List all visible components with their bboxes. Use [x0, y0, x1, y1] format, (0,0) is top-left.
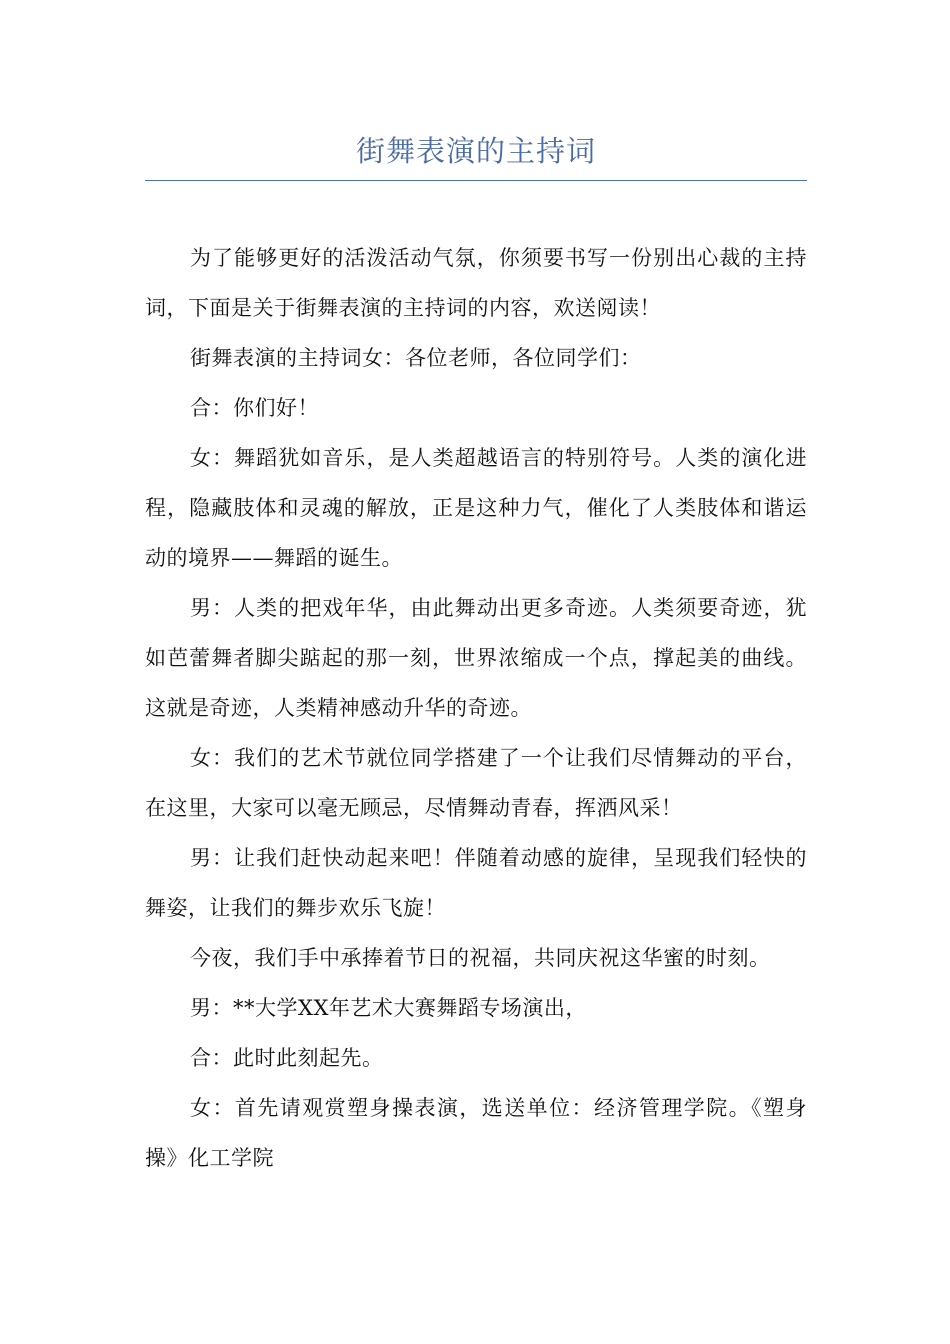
paragraph-greeting: 合：你们好！	[190, 396, 319, 420]
paragraph-male-3: 男：**大学XX年艺术大赛舞蹈专场演出，	[190, 996, 587, 1020]
paragraph-female-1: 女：舞蹈犹如音乐，是人类超越语言的特别符号。人类的演化进程，隐藏肢体和灵魂的解放，正是这种力气，催化了人类肢体和谐运动的境界——舞蹈的诞生。	[145, 446, 807, 570]
document-body	[145, 233, 807, 1183]
paragraph-female-3: 女：首先请观赏塑身操表演，选送单位：经济管理学院。《塑身操》化工学院	[145, 1096, 807, 1170]
paragraph-female-2: 女：我们的艺术节就位同学搭建了一个让我们尽情舞动的平台，在这里，大家可以毫无顾忌，尽情舞动青春，挥洒风采！	[145, 746, 807, 820]
paragraph-tonight: 今夜，我们手中承捧着节日的祝福，共同庆祝这华蜜的时刻。	[190, 946, 771, 970]
paragraph-male-1: 男：人类的把戏年华，由此舞动出更多奇迹。人类须要奇迹，犹如芭蕾舞者脚尖踮起的那一刻，世界浓缩成一个点，撑起美的曲线。这就是奇迹，人类精神感动升华的奇迹。	[145, 596, 807, 720]
title-underline	[145, 180, 807, 181]
paragraph-opening: 街舞表演的主持词女：各位老师，各位同学们：	[190, 346, 642, 370]
paragraph-together: 合：此时此刻起先。	[190, 1046, 384, 1070]
paragraph-intro: 为了能够更好的活泼活动气氛，你须要书写一份别出心裁的主持词，下面是关于街舞表演的主持词的内容，欢送阅读！	[145, 246, 807, 320]
paragraph-male-2: 男：让我们赶快动起来吧！伴随着动感的旋律，呈现我们轻快的舞姿，让我们的舞步欢乐飞旋！	[145, 846, 807, 920]
document-title: 街舞表演的主持词	[355, 134, 596, 168]
